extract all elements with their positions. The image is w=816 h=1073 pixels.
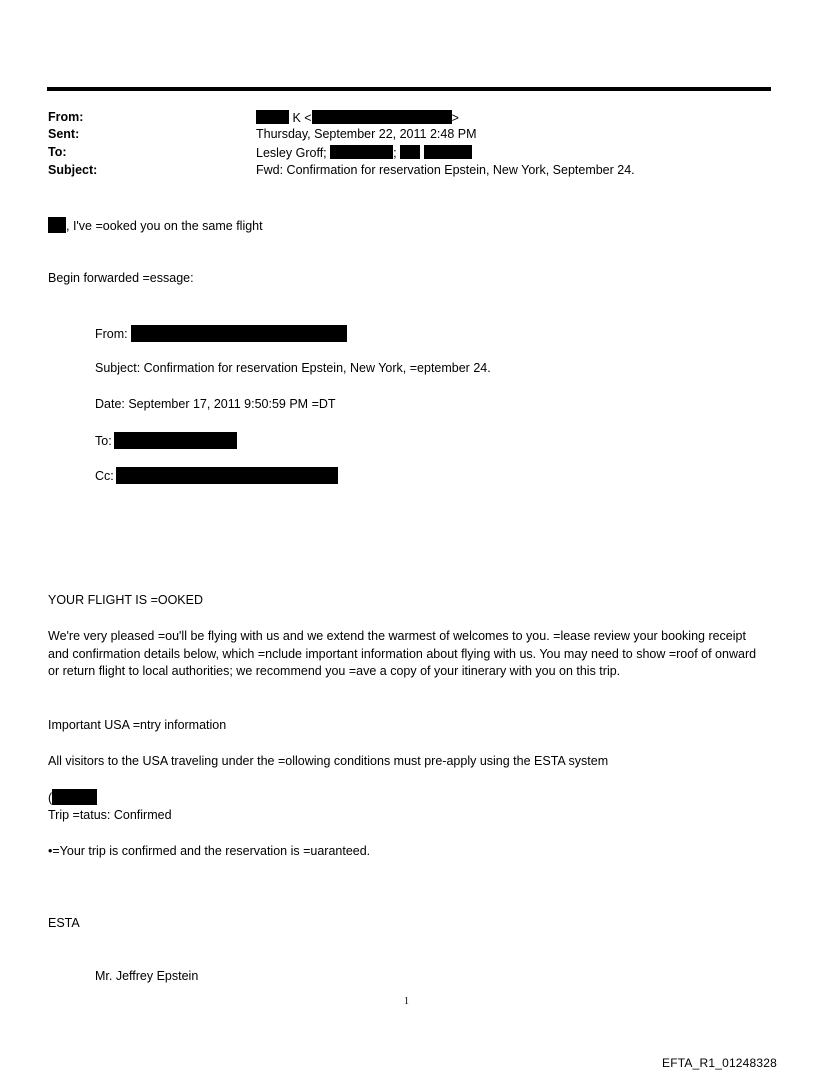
redaction-block [256,110,289,124]
redaction-block [114,432,237,449]
paren-line [48,789,97,806]
usa-entry-heading: Important USA =ntry information [48,718,227,732]
subject-value: Fwd: Confirmation for reservation Epstein, New York, September 24. [256,163,635,177]
fwd-subject: Subject: Confirmation for reservation Epstein, New York, =eptember 24. [95,361,491,375]
redaction-block [400,145,420,159]
fwd-date: Date: September 17, 2011 9:50:59 PM =DT [95,397,336,411]
redaction-block [116,467,338,484]
fwd-cc-line [95,467,338,484]
page-number: 1 [404,996,409,1007]
passenger-name: Mr. Jeffrey Epstein [95,969,199,983]
redaction-block [330,145,393,159]
to-separator: ; [393,146,397,160]
redaction-block [131,325,347,342]
to-recipient: Lesley Groff; [256,146,327,160]
sent-value: Thursday, September 22, 2011 2:48 PM [256,127,477,141]
begin-forwarded: Begin forwarded =essage: [48,271,194,285]
redaction-block [312,110,452,124]
welcome-paragraph: We're very pleased =ou'll be flying with us and we extend the warmest of welcomes to you. =lease review your booking receipt and confirmation details below, which =nclude important information about flying with us. You may need to show =roof of onward or return flight to local authorities; we recommend you =ave a copy of your itinerary with you on this trip. [48,629,757,678]
intro-text: , I've =ooked you on the same flight [66,219,263,233]
redaction-block [48,217,66,233]
redaction-block [52,789,97,805]
fwd-to-line [95,432,237,449]
open-paren: ( [48,791,53,805]
header-rule [47,87,771,91]
fwd-cc-label: Cc: [95,469,114,483]
from-close: > [451,111,459,125]
from-value [256,110,459,126]
fwd-from-line [95,325,347,342]
redaction-block [424,145,472,159]
sent-label: Sent: [48,127,80,141]
trip-status: Trip =tatus: Confirmed [48,808,172,822]
visitors-text: All visitors to the USA traveling under the =ollowing conditions must pre-apply using the ESTA system [48,754,609,768]
to-label: To: [48,145,67,159]
fwd-from-label: From: [95,327,128,341]
flight-booked-heading: YOUR FLIGHT IS =OOKED [48,593,204,607]
to-value [256,145,472,161]
fwd-to-label: To: [95,434,112,448]
intro-line [48,217,263,234]
from-label: From: [48,110,84,124]
confirmation-bullet: •=Your trip is confirmed and the reservation is =uaranteed. [48,844,371,858]
esta-label: ESTA [48,916,80,930]
from-initial: K < [292,111,312,125]
document-id-footer: EFTA_R1_01248328 [662,1056,778,1070]
subject-label: Subject: [48,163,98,177]
